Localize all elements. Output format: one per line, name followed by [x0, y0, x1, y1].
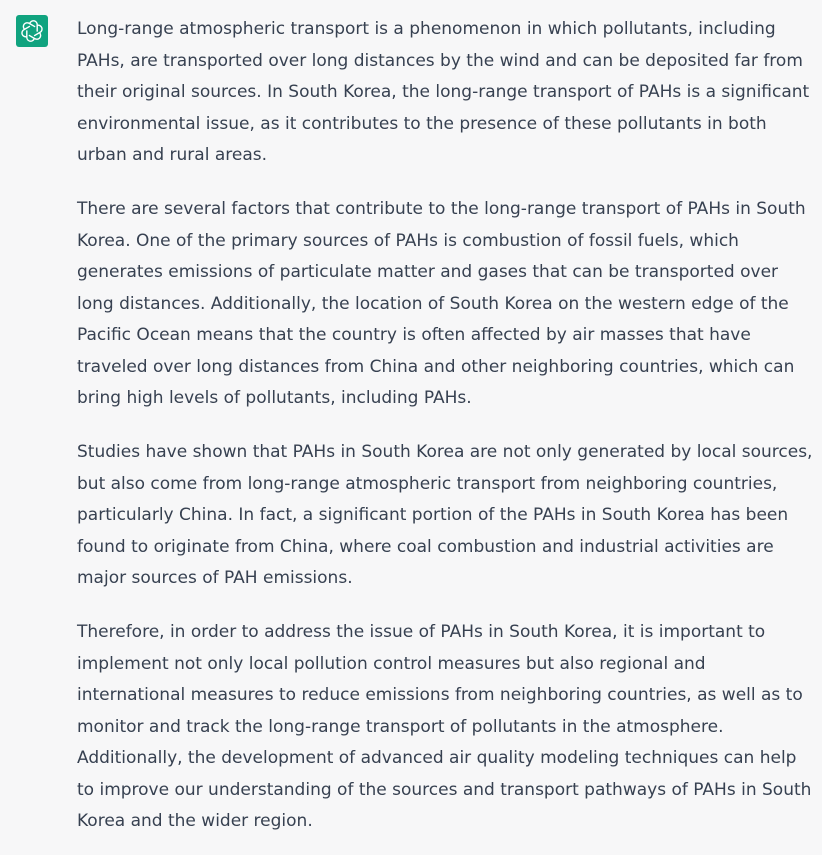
message-paragraph: Long-range atmospheric transport is a phenomenon in which pollutants, including PAHs, are transported over long distances by the wind and can be deposited far from their original sources. In South Korea, the long-range transport of PAHs is a significant environmental issue, as it contributes to the presence of these pollutants in both urban and rural areas. — [77, 19, 810, 165]
message-content — [77, 14, 817, 838]
assistant-avatar — [16, 15, 48, 47]
openai-logo-icon — [20, 19, 44, 43]
message-paragraph: Therefore, in order to address the issue of PAHs in South Korea, it is important to implement not only local pollution control measures but also regional and international measures to reduce emissions from neighboring countries, as well as to monitor and track the long-range transport of pollutants in the atmosphere. Additionally, the development of advanced air quality modeling techniques can help to improve our understanding of the sources and transport pathways of PAHs in South Korea and the wider region. — [77, 622, 812, 831]
message-paragraph: Studies have shown that PAHs in South Korea are not only generated by local sources, but also come from long-range atmospheric transport from neighboring countries, particularly China. In fact, a significant portion of the PAHs in South Korea has been found to originate from China, where coal combustion and industrial activities are major sources of PAH emissions. — [77, 442, 813, 588]
message-paragraph: There are several factors that contribute to the long-range transport of PAHs in South Korea. One of the primary sources of PAHs is combustion of fossil fuels, which generates emissions of particulate matter and gases that can be transported over long distances. Additionally, the location of South Korea on the western edge of the Pacific Ocean means that the country is often affected by air masses that have traveled over long distances from China and other neighboring countries, which can bring high levels of pollutants, including PAHs. — [77, 199, 806, 408]
